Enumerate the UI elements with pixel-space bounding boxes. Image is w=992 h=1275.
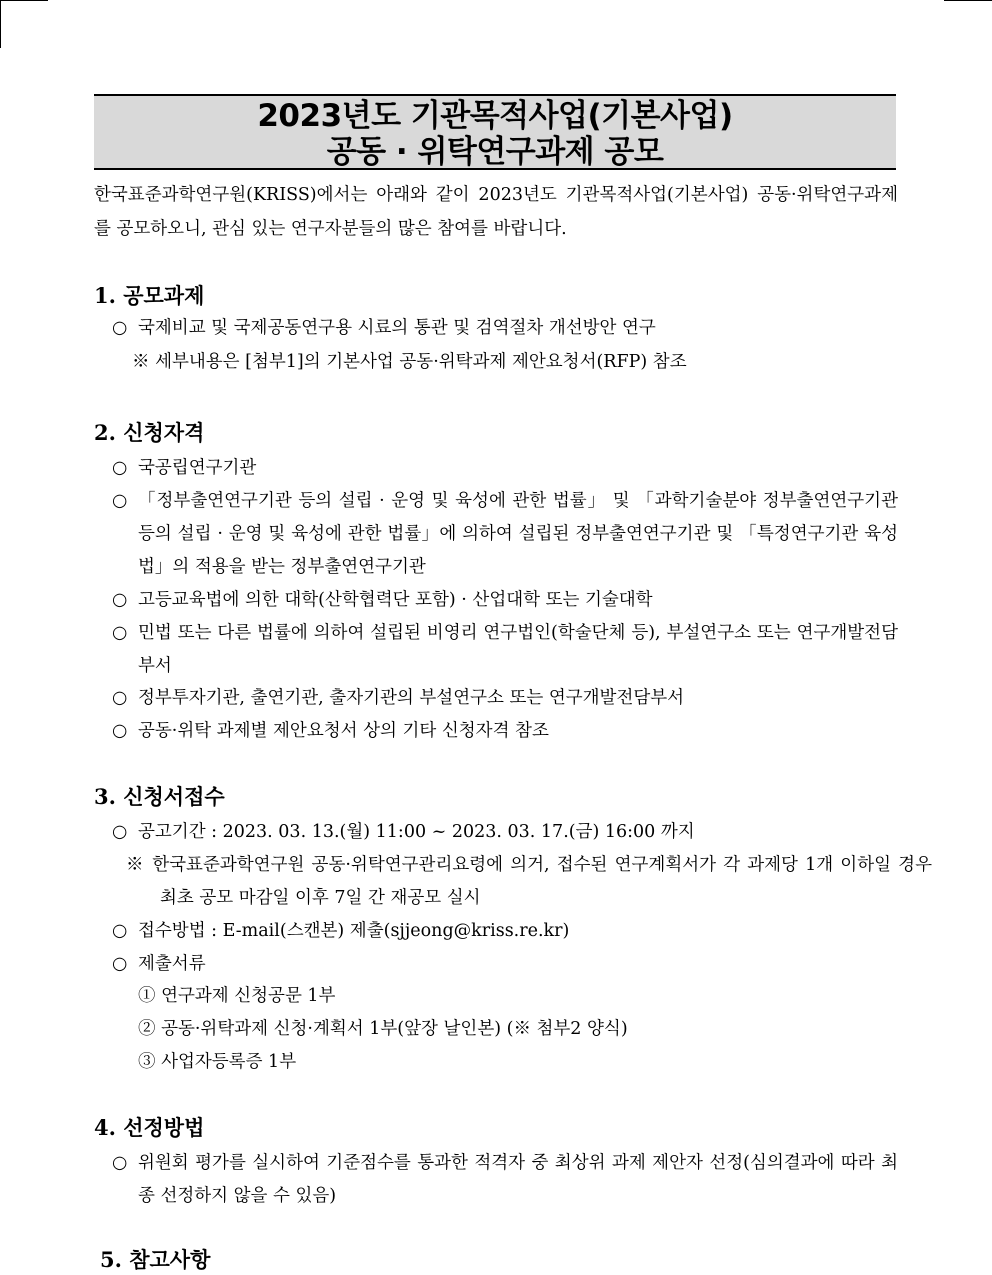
crop-mark-top-right bbox=[944, 0, 992, 1]
list-item-text: 위원회 평가를 실시하여 기준점수를 통과한 적격자 중 최상위 과제 제안자 선정(심의결과에 따라 최종 선정하지 않을 수 있음) bbox=[138, 1153, 898, 1206]
title-line-1: 2023년도 기관목적사업(기본사업) bbox=[257, 98, 733, 134]
section-heading-1: 1. 공모과제 bbox=[94, 283, 205, 308]
crop-mark-top-left bbox=[0, 0, 48, 48]
section-1-note: ※ 세부내용은 [첨부1]의 기본사업 공동·위탁과제 제안요청서(RFP) 참조 bbox=[132, 352, 687, 372]
list-item bbox=[112, 915, 569, 948]
list-item bbox=[112, 452, 256, 485]
section-3-note: ※ 한국표준과학연구원 공동·위탁연구관리요령에 의거, 접수된 연구계획서가 각 과제당 1개 이하일 경우 최초 공모 마감일 이후 7일 간 재공모 실시 bbox=[126, 855, 932, 908]
list-item bbox=[112, 485, 898, 584]
bullet-icon: ○ bbox=[112, 721, 128, 741]
section-heading-5: 5. 참고사항 bbox=[100, 1247, 211, 1272]
bullet-icon: ○ bbox=[112, 954, 128, 974]
announcement-period: 공고기간 : 2023. 03. 13.(월) 11:00 ~ 2023. 03. 17.(금) 16:00 까지 bbox=[138, 822, 695, 842]
list-item-text: 정부투자기관, 출연기관, 출자기관의 부설연구소 또는 연구개발전담부서 bbox=[138, 688, 685, 708]
title-line-2: 공동 · 위탁연구과제 공모 bbox=[326, 134, 664, 170]
bullet-icon: ○ bbox=[112, 623, 128, 643]
list-item-text: 국제비교 및 국제공동연구용 시료의 통관 및 검역절차 개선방안 연구 bbox=[138, 318, 656, 338]
list-item-text: 고등교육법에 의한 대학(산학협력단 포함) · 산업대학 또는 기술대학 bbox=[138, 590, 653, 610]
list-item bbox=[112, 948, 206, 981]
documents-label: 제출서류 bbox=[138, 954, 206, 974]
document-item: ② 공동·위탁과제 신청·계획서 1부(앞장 날인본) (※ 첨부2 양식) bbox=[138, 1019, 628, 1039]
list-item bbox=[112, 816, 695, 849]
list-item bbox=[112, 1147, 898, 1213]
section-heading-3: 3. 신청서접수 bbox=[94, 784, 225, 809]
list-item bbox=[112, 312, 656, 345]
bullet-icon: ○ bbox=[112, 590, 128, 610]
bullet-icon: ○ bbox=[112, 1153, 128, 1173]
list-item-text: 민법 또는 다른 법률에 의하여 설립된 비영리 연구법인(학술단체 등), 부설연구소 또는 연구개발전담부서 bbox=[138, 623, 898, 676]
bullet-icon: ○ bbox=[112, 318, 128, 338]
bullet-icon: ○ bbox=[112, 491, 128, 511]
document-item: ① 연구과제 신청공문 1부 bbox=[138, 986, 336, 1006]
bullet-icon: ○ bbox=[112, 822, 128, 842]
submission-method: 접수방법 : E-mail(스캔본) 제출(sjjeong@kriss.re.kr) bbox=[138, 921, 570, 941]
intro-paragraph: 한국표준과학연구원(KRISS)에서는 아래와 같이 2023년도 기관목적사업(기본사업) 공동·위탁연구과제를 공모하오니, 관심 있는 연구자분들의 많은 참여를 바랍니다. bbox=[94, 185, 898, 239]
bullet-icon: ○ bbox=[112, 688, 128, 708]
document-item: ③ 사업자등록증 1부 bbox=[138, 1052, 297, 1072]
list-item-text: 공동·위탁 과제별 제안요청서 상의 기타 신청자격 참조 bbox=[138, 721, 549, 741]
bullet-icon: ○ bbox=[112, 921, 128, 941]
bullet-icon: ○ bbox=[112, 458, 128, 478]
document-title-box bbox=[94, 94, 896, 170]
list-item-text: 「정부출연연구기관 등의 설립 · 운영 및 육성에 관한 법률」 및 「과학기술분야 정부출연연구기관 등의 설립 · 운영 및 육성에 관한 법률」에 의하여 설립된 정부출연연구기관 및 「특정연구기관 육성법」의 적용을 받는 정부출연연구기관 bbox=[138, 491, 898, 577]
list-item bbox=[112, 584, 653, 617]
list-item bbox=[112, 715, 549, 748]
list-item bbox=[112, 682, 684, 715]
section-heading-4: 4. 선정방법 bbox=[94, 1115, 205, 1140]
list-item-text: 국공립연구기관 bbox=[138, 458, 257, 478]
list-item bbox=[112, 617, 898, 683]
section-heading-2: 2. 신청자격 bbox=[94, 420, 205, 445]
